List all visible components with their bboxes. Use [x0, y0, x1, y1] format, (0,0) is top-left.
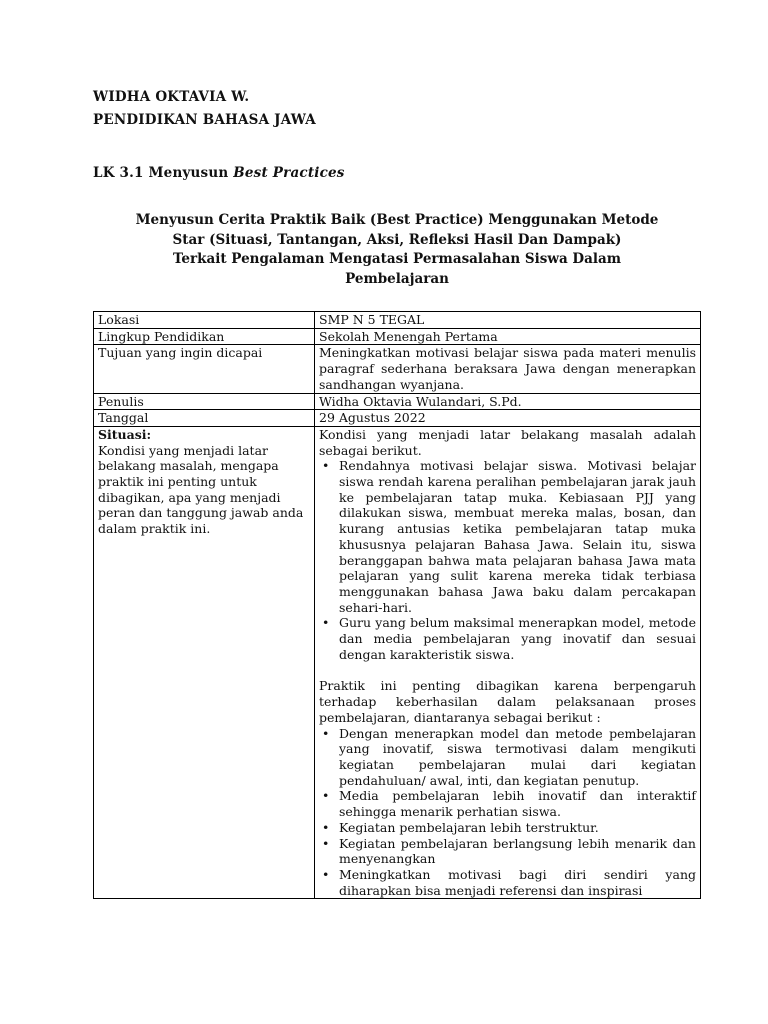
lk-title-prefix: LK 3.1 Menyusun: [93, 165, 234, 181]
list-item: • Kegiatan pembelajaran berlangsung lebih menarik dan menyenangkan: [339, 836, 696, 867]
row-label-tanggal: Tanggal: [94, 410, 315, 427]
row-label-tujuan: Tujuan yang ingin dicapai: [94, 345, 315, 393]
list-item: • Kegiatan pembelajaran lebih terstruktur.: [339, 820, 696, 836]
conditions-list: [319, 458, 696, 662]
row-value-penulis: Widha Oktavia Wulandari, S.Pd.: [315, 393, 701, 410]
row-value-lokasi: SMP N 5 TEGAL: [315, 312, 701, 329]
situasi-content: [315, 426, 701, 898]
best-practice-table: [93, 311, 701, 899]
list-item: • Meningkatkan motivasi bagi diri sendiri yang diharapkan bisa menjadi referensi dan inspirasi: [339, 867, 696, 898]
table-row-situasi: [94, 426, 701, 898]
row-value-tujuan: Meningkatkan motivasi belajar siswa pada materi menulis paragraf sederhana beraksara Jawa dengan menerapkan sandhangan wyanjana.: [315, 345, 701, 393]
importance-intro: Praktik ini penting dibagikan karena berpengaruh terhadap keberhasilan dalam pelaksanaan proses pembelajaran, diantaranya sebagai berikut :: [319, 678, 696, 725]
table-row: [94, 345, 701, 393]
study-program: PENDIDIKAN BAHASA JAWA: [93, 112, 316, 128]
title-line: Menyusun Cerita Praktik Baik (Best Practice) Menggunakan Metode: [135, 212, 659, 228]
situasi-label: Situasi:: [98, 426, 152, 442]
lk-title-italic: Best Practices: [233, 165, 345, 181]
row-label-lokasi: Lokasi: [94, 312, 315, 329]
title-line: Terkait Pengalaman Mengatasi Permasalahan Siswa Dalam: [172, 251, 622, 267]
title-line: Star (Situasi, Tantangan, Aksi, Refleksi Hasil Dan Dampak): [172, 231, 622, 248]
row-label-lingkup: Lingkup Pendidikan: [94, 328, 315, 345]
title-line: Pembelajaran: [345, 270, 449, 287]
situasi-cell: [94, 426, 315, 898]
row-value-lingkup: Sekolah Menengah Pertama: [315, 328, 701, 345]
table-row: [94, 410, 701, 427]
table-row: [94, 312, 701, 329]
list-item: • Rendahnya motivasi belajar siswa. Motivasi belajar siswa rendah karena peralihan pembelajaran jarak jauh ke pembelajaran tatap muka. Kebiasaan PJJ yang dilakukan siswa, membuat mereka malas, bosan, dan kurang antusias ketika pembelajaran tatap muka khususnya pelajaran Bahasa Jawa. Selain itu, siswa beranggapan bahwa mata pelajaran bahasa Jawa mata pelajaran yang sulit karena mereka tidak terbiasa menggunakan bahasa Jawa baku dalam percakapan sehari-hari.: [339, 458, 696, 615]
table-row: [94, 328, 701, 345]
list-item: • Dengan menerapkan model dan metode pembelajaran yang inovatif, siswa termotivasi dalam mengikuti kegiatan pembelajaran mulai dari kegiatan pendahuluan/ awal, inti, dan kegiatan penutup.: [339, 726, 696, 789]
lk-title: [93, 165, 345, 181]
table-row: [94, 393, 701, 410]
author-name: WIDHA OKTAVIA W.: [93, 89, 250, 105]
list-item: • Guru yang belum maksimal menerapkan model, metode dan media pembelajaran yang inovatif dan sesuai dengan karakteristik siswa.: [339, 615, 696, 662]
row-label-penulis: Penulis: [94, 393, 315, 410]
list-item: • Media pembelajaran lebih inovatif dan interaktif sehingga menarik perhatian siswa.: [339, 788, 696, 819]
importance-list: [319, 726, 696, 899]
situasi-intro: Kondisi yang menjadi latar belakang masalah adalah sebagai berikut.: [319, 426, 696, 458]
document-title: [93, 211, 701, 289]
row-value-tanggal: 29 Agustus 2022: [315, 410, 701, 427]
situasi-description: Kondisi yang menjadi latar belakang masalah, mengapa praktik ini penting untuk dibagikan, apa yang menjadi peran dan tanggung jawab anda dalam praktik ini.: [98, 442, 304, 537]
